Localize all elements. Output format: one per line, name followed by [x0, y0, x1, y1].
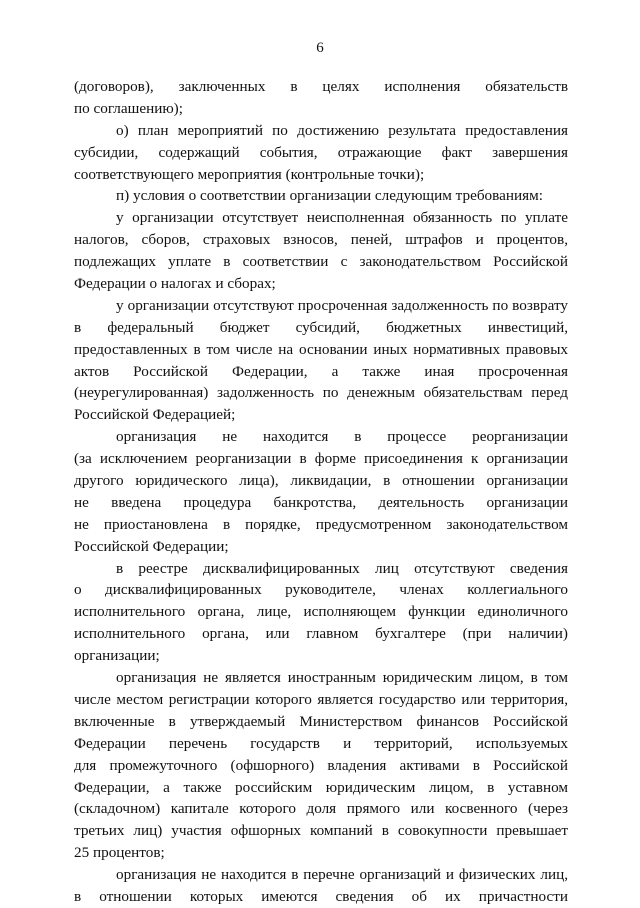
text-line: включенные в утверждаемый Министерством финансов Российской [74, 712, 568, 730]
text-line: другого юридического лица), ликвидации, в отношении организации [74, 472, 568, 490]
text-line: Федерации, а также российским юридическим лицом, в уставном [74, 778, 568, 796]
text-line: подлежащих уплате в соответствии с законодательством Российской [74, 253, 568, 271]
text-line: Российской Федерацией; [74, 406, 236, 424]
text-line: у организации отсутствуют просроченная задолженность по возврату [116, 296, 568, 314]
text-line: в федеральный бюджет субсидий, бюджетных инвестиций, [74, 318, 568, 336]
text-line: в отношении которых имеются сведения об их причастности [74, 887, 568, 905]
text-line: Федерации о налогах и сборах; [74, 275, 276, 293]
text-line: исполнительного органа, или главном бухгалтере (при наличии) [74, 625, 568, 643]
text-line: числе местом регистрации которого является государство или территория, [74, 690, 568, 708]
text-line: исполнительного органа, лице, исполняющем функции единоличного [74, 603, 568, 621]
text-line: (за исключением реорганизации в форме присоединения к организации [74, 450, 568, 468]
text-line: организации; [74, 647, 160, 665]
text-line: предоставленных в том числе на основании иных нормативных правовых [74, 340, 568, 358]
text-line: не введена процедура банкротства, деятельность организации [74, 493, 568, 511]
document-body [74, 76, 568, 908]
text-line: для промежуточного (офшорного) владения активами в Российской [74, 756, 568, 774]
text-line: (договоров), заключенных в целях исполнения обязательств [74, 78, 568, 95]
page-number: 6 [316, 40, 324, 56]
text-line: у организации отсутствует неисполненная обязанность по уплате [116, 209, 568, 227]
text-line: в реестре дисквалифицированных лиц отсутствуют сведения [116, 559, 568, 577]
text-line: по соглашению); [74, 99, 183, 117]
text-line: третьих лиц) участия офшорных компаний в совокупности превышает [74, 822, 568, 840]
text-line: не приостановлена в порядке, предусмотренном законодательством [74, 515, 568, 533]
text-line: (складочном) капитале которого доля прямого или косвенного (через [74, 800, 568, 818]
text-line: налогов, сборов, страховых взносов, пеней, штрафов и процентов, [74, 231, 568, 249]
text-line: соответствующего мероприятия (контрольные точки); [74, 165, 425, 183]
text-line: организация не является иностранным юридическим лицом, в том [116, 669, 568, 687]
text-line: 25 процентов; [74, 844, 165, 862]
text-line: о) план мероприятий по достижению результата предоставления [116, 121, 568, 139]
text-line: о дисквалифицированных руководителе, членах коллегиального [74, 581, 568, 599]
text-line: субсидии, содержащий события, отражающие факт завершения [74, 143, 568, 161]
text-line: организация не находится в процессе реорганизации [116, 428, 568, 446]
text-line: п) условия о соответствии организации следующим требованиям: [116, 187, 543, 205]
text-line: актов Российской Федерации, а также иная просроченная [74, 362, 568, 380]
text-line: организация не находится в перечне организаций и физических лиц, [116, 866, 568, 884]
text-line: Федерации перечень государств и территорий, используемых [74, 734, 568, 752]
text-line: Российской Федерации; [74, 537, 229, 555]
text-line: (неурегулированная) задолженность по денежным обязательствам перед [74, 384, 568, 402]
